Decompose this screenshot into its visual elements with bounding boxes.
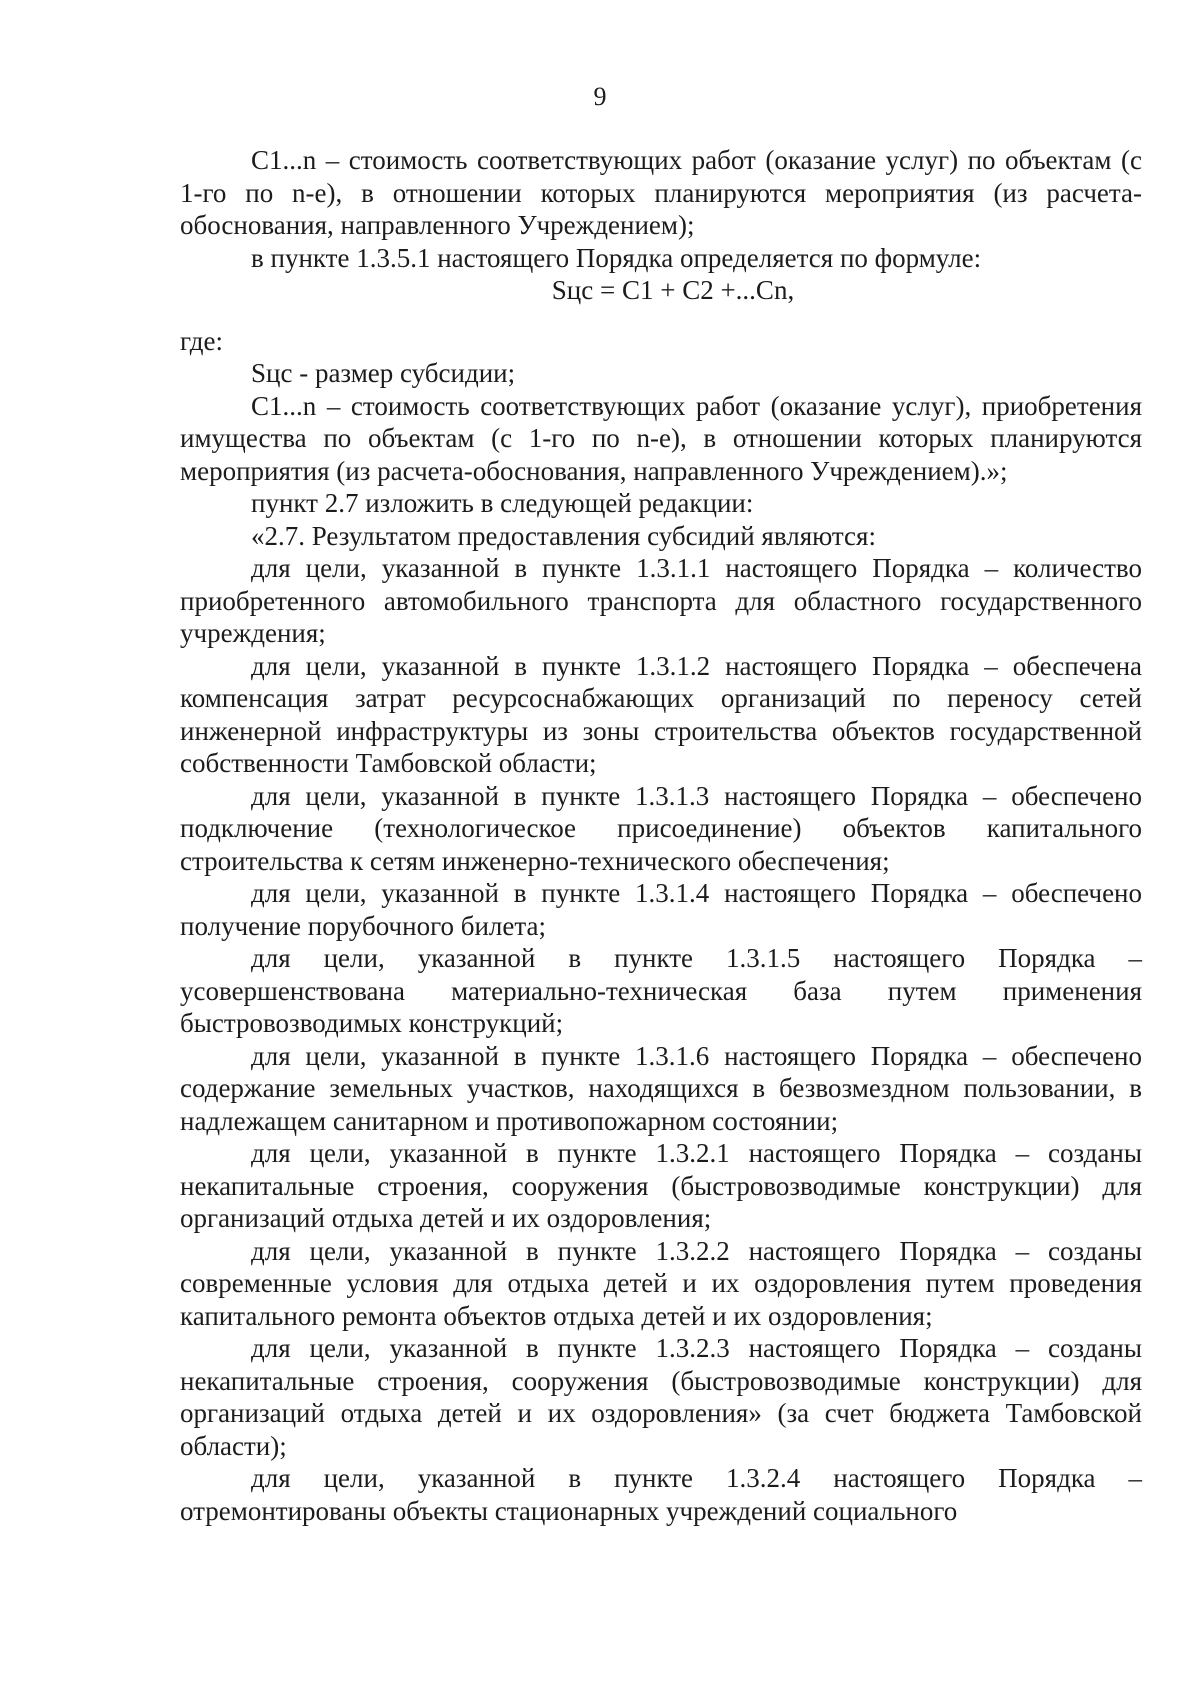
page-number: 9: [593, 82, 607, 111]
paragraph-where: где:: [180, 325, 223, 356]
paragraph-goal-1-3-1-3: для цели, указанной в пункте 1.3.1.3 настоящего Порядка – обеспечено подключение (технологическое присоединение) объектов капитального строительства к сетям инженерно-технического обеспечения;: [180, 780, 1142, 876]
paragraph-goal-1-3-2-3: для цели, указанной в пункте 1.3.2.3 настоящего Порядка – созданы некапитальные строения, сооружения (быстровозводимые конструкции) для организаций отдыха детей и их оздоровления» (за счет бюджета Тамбовской области);: [180, 1333, 1142, 1461]
paragraph-goal-1-3-1-5: для цели, указанной в пункте 1.3.1.5 настоящего Порядка – усовершенствована материально-техническая база путем применения быстровозводимых конструкций;: [180, 943, 1142, 1038]
paragraph-goal-1-3-1-6: для цели, указанной в пункте 1.3.1.6 настоящего Порядка – обеспечено содержание земельных участков, находящихся в безвозмездном пользовании, в надлежащем санитарном и противопожарном состоянии;: [180, 1040, 1142, 1136]
paragraph-goal-1-3-1-2: для цели, указанной в пункте 1.3.1.2 настоящего Порядка – обеспечена компенсация затрат ресурсоснабжающих организаций по переносу сетей инженерной инфраструктуры из зоны строительства объектов государственной собственности Тамбовской области;: [180, 650, 1142, 778]
paragraph-goal-1-3-2-1: для цели, указанной в пункте 1.3.2.1 настоящего Порядка – созданы некапитальные строения, сооружения (быстровозводимые конструкции) для организаций отдыха детей и их оздоровления;: [180, 1138, 1142, 1233]
paragraph-subsidy-size: Sцс - размер субсидии;: [251, 358, 516, 388]
paragraph-amendment-2-7: пункт 2.7 изложить в следующей редакции:: [251, 488, 754, 518]
paragraph-formula-intro: в пункте 1.3.5.1 настоящего Порядка определяется по формуле:: [251, 242, 982, 273]
paragraph-cost-definition: С1...n – стоимость соответствующих работ (оказание услуг) по объектам (с 1-го по n-е), в отношении которых планируются мероприятия (из расчета-обоснования, направленного Учреждением);: [180, 145, 1142, 240]
document-body: [180, 144, 1142, 1527]
paragraph-goal-1-3-2-4: для цели, указанной в пункте 1.3.2.4 настоящего Порядка – отремонтированы объекты стационарных учреждений социального: [180, 1463, 1142, 1526]
paragraph-goal-1-3-1-1: для цели, указанной в пункте 1.3.1.1 настоящего Порядка – количество приобретенного автомобильного транспорта для областного государственного учреждения;: [180, 553, 1142, 648]
formula: Sцс = С1 + С2 +...Сn,: [551, 275, 795, 305]
paragraph-goal-1-3-1-4: для цели, указанной в пункте 1.3.1.4 настоящего Порядка – обеспечено получение порубочного билета;: [180, 878, 1142, 941]
paragraph-cost-definition-2: С1...n – стоимость соответствующих работ (оказание услуг), приобретения имущества по объектам (с 1-го по n-е), в отношении которых планируются мероприятия (из расчета-обоснования, направленного Учреждением).»;: [180, 390, 1142, 486]
paragraph-results-heading: «2.7. Результатом предоставления субсидий являются:: [251, 520, 876, 551]
paragraph-goal-1-3-2-2: для цели, указанной в пункте 1.3.2.2 настоящего Порядка – созданы современные условия для отдыха детей и их оздоровления путем проведения капитального ремонта объектов отдыха детей и их оздоровления;: [180, 1235, 1142, 1331]
